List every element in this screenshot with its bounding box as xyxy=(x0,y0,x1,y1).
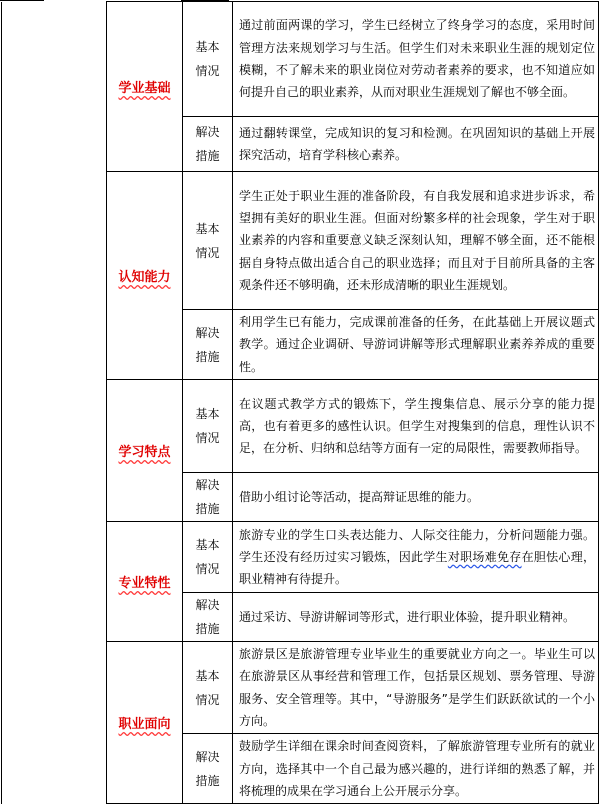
category-cell: 认知能力 xyxy=(107,172,183,380)
row-label-cell: 解决措施 xyxy=(183,310,233,380)
content-cell: 通过采访、导游讲解词等形式，进行职业体验，提升职业精神。 xyxy=(233,593,599,642)
row-label-cell: 解决措施 xyxy=(183,117,233,172)
content-cell: 在议题式教学方式的锻炼下，学生搜集信息、展示分享的能力提高，也有着更多的感性认识。但学生对搜集到的信息，理性认识不足，在分析、归纳和总结等方面有一定的局限性，需要教师指导。 xyxy=(233,380,599,473)
content-cell: 学生正处于职业生涯的准备阶段，有自我发展和追求进步诉求，希望拥有美好的职业生涯。但面对纷繁多样的社会现象，学生对于职业素养的内容和重要意义缺乏深刻认知，理解不够全面，还不能根据自身特点做出适合自己的职业选择；而且对于目前所具备的主客观条件还不够明确，还未形成清晰的职业生涯规划。 xyxy=(233,172,599,310)
left-margin-column xyxy=(2,2,107,804)
row-label-cell: 基本情况 xyxy=(183,642,233,734)
row-label-cell: 解决措施 xyxy=(183,593,233,642)
analysis-table xyxy=(1,1,599,804)
row-label-cell: 基本情况 xyxy=(183,522,233,593)
row-label-cell: 解决措施 xyxy=(183,473,233,522)
category-cell: 职业面向 xyxy=(107,642,183,804)
category-cell: 学习特点 xyxy=(107,380,183,522)
category-cell: 学业基础 xyxy=(107,2,183,172)
row-label-cell: 基本情况 xyxy=(183,2,233,117)
row-label-cell: 基本情况 xyxy=(183,172,233,310)
content-cell: 利用学生已有能力，完成课前准备的任务，在此基础上开展议题式教学。通过企业调研、导游词讲解等形式理解职业素养养成的重要性。 xyxy=(233,310,599,380)
row-label-cell: 基本情况 xyxy=(183,380,233,473)
row-label-cell: 解决措施 xyxy=(183,734,233,804)
category-cell: 专业特性 xyxy=(107,522,183,642)
content-cell: 通过前面两课的学习，学生已经树立了终身学习的态度，采用时间管理方法来规划学习与生活。但学生们对未来职业生涯的规划定位模糊，不了解未来的职业岗位对劳动者素养的要求，也不知道应如何提升自己的职业素养，从而对职业生涯规划了解也不够全面。 xyxy=(233,2,599,117)
content-cell: 借助小组讨论等活动，提高辩证思维的能力。 xyxy=(233,473,599,522)
content-cell: 旅游专业的学生口头表达能力、人际交往能力，分析问题能力强。学生还没有经历过实习锻炼，因此学生对职场难免存在胆怯心理，职业精神有待提升。 xyxy=(233,522,599,593)
content-cell: 鼓励学生详细在课余时间查阅资料，了解旅游管理专业所有的就业方向，选择其中一个自己最为感兴趣的，进行详细的熟悉了解，并将梳理的成果在学习通台上公开展示分享。 xyxy=(233,734,599,804)
table-row xyxy=(2,2,599,117)
content-cell: 旅游景区是旅游管理专业毕业生的重要就业方向之一。毕业生可以在旅游景区从事经营和管理工作，包括景区规划、票务管理、导游服务、安全管理等。其中，“导游服务”是学生们跃跃欲试的一个小方向。 xyxy=(233,642,599,734)
content-cell: 通过翻转课堂，完成知识的复习和检测。在巩固知识的基础上开展探究活动，培育学科核心素养。 xyxy=(233,117,599,172)
